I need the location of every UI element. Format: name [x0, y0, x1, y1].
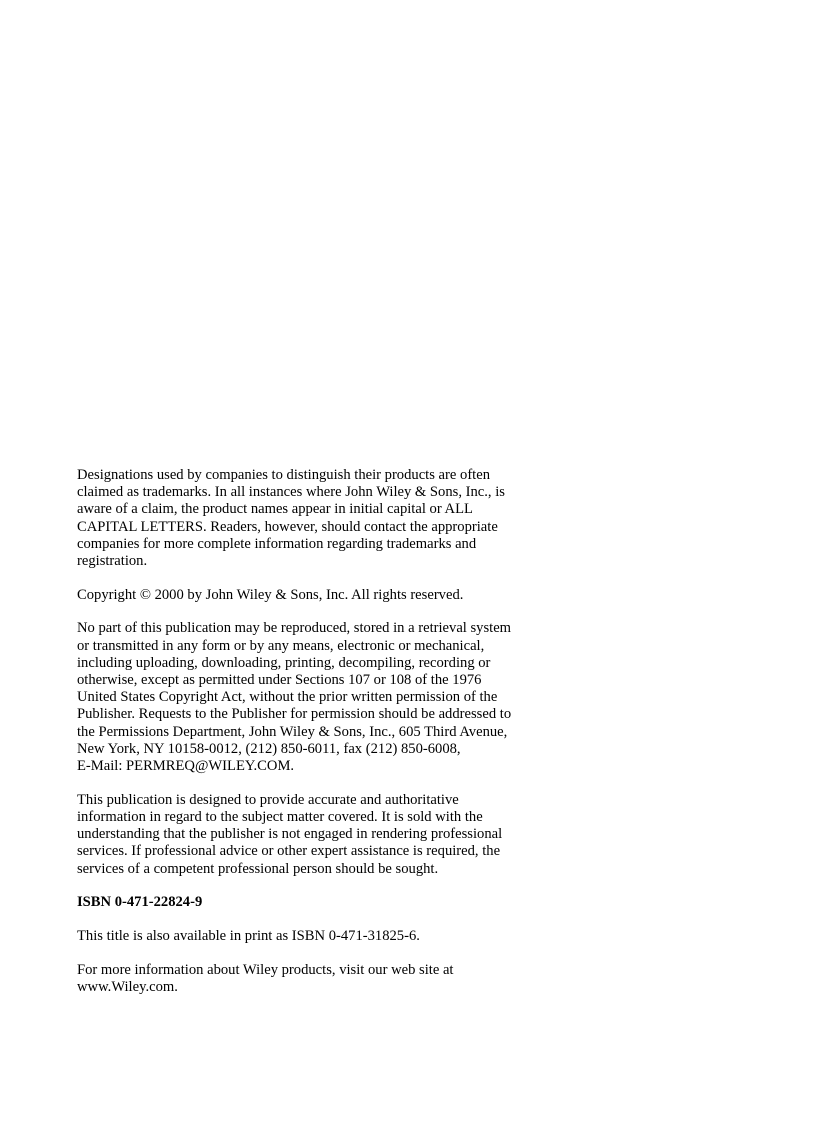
disclaimer-notice: [77, 792, 607, 878]
permissions-line: E-Mail: PERMREQ@WILEY.COM.: [77, 758, 295, 775]
permissions-notice: [77, 620, 607, 775]
trademark-line: aware of a claim, the product names appear in initial capital or ALL: [77, 501, 473, 518]
permissions-line: including uploading, downloading, printing, decompiling, recording or: [77, 654, 491, 671]
trademark-line: CAPITAL LETTERS. Readers, however, should contact the appropriate: [77, 518, 498, 535]
trademark-notice: [77, 467, 607, 570]
permissions-line: Publisher. Requests to the Publisher for permission should be addressed to: [77, 706, 512, 723]
more-info-note: [77, 962, 607, 996]
permissions-line: New York, NY 10158-0012, (212) 850-6011, fax (212) 850-6008,: [77, 740, 461, 757]
disclaimer-line: information in regard to the subject matter covered. It is sold with the: [77, 808, 483, 825]
copyright-line: Copyright © 2000 by John Wiley & Sons, Inc. All rights reserved.: [77, 586, 464, 603]
print-edition-note: [77, 928, 607, 945]
permissions-line: otherwise, except as permitted under Sections 107 or 108 of the 1976: [77, 672, 482, 689]
copyright-block: [77, 467, 607, 1013]
permissions-line: the Permissions Department, John Wiley & Sons, Inc., 605 Third Avenue,: [77, 723, 508, 740]
trademark-line: companies for more complete information regarding trademarks and: [77, 535, 477, 552]
disclaimer-line: This publication is designed to provide accurate and authoritative: [77, 791, 459, 808]
disclaimer-line: services. If professional advice or other expert assistance is required, the: [77, 843, 501, 860]
trademark-line: Designations used by companies to distinguish their products are often: [77, 467, 491, 483]
permissions-line: No part of this publication may be reproduced, stored in a retrieval system: [77, 620, 512, 637]
disclaimer-line: understanding that the publisher is not engaged in rendering professional: [77, 826, 503, 843]
copyright-notice: [77, 587, 607, 604]
more-info-line: For more information about Wiley products, visit our web site at: [77, 961, 454, 978]
trademark-line: claimed as trademarks. In all instances where John Wiley & Sons, Inc., is: [77, 484, 505, 501]
trademark-line: registration.: [77, 553, 148, 570]
disclaimer-line: services of a competent professional person should be sought.: [77, 860, 439, 877]
isbn-number: [77, 894, 607, 911]
permissions-line: United States Copyright Act, without the prior written permission of the: [77, 689, 498, 706]
isbn-line: ISBN 0-471-22824-9: [77, 894, 203, 911]
more-info-line: www.Wiley.com.: [77, 978, 178, 995]
permissions-line: or transmitted in any form or by any means, electronic or mechanical,: [77, 637, 485, 654]
print-edition-line: This title is also available in print as ISBN 0-471-31825-6.: [77, 927, 420, 944]
